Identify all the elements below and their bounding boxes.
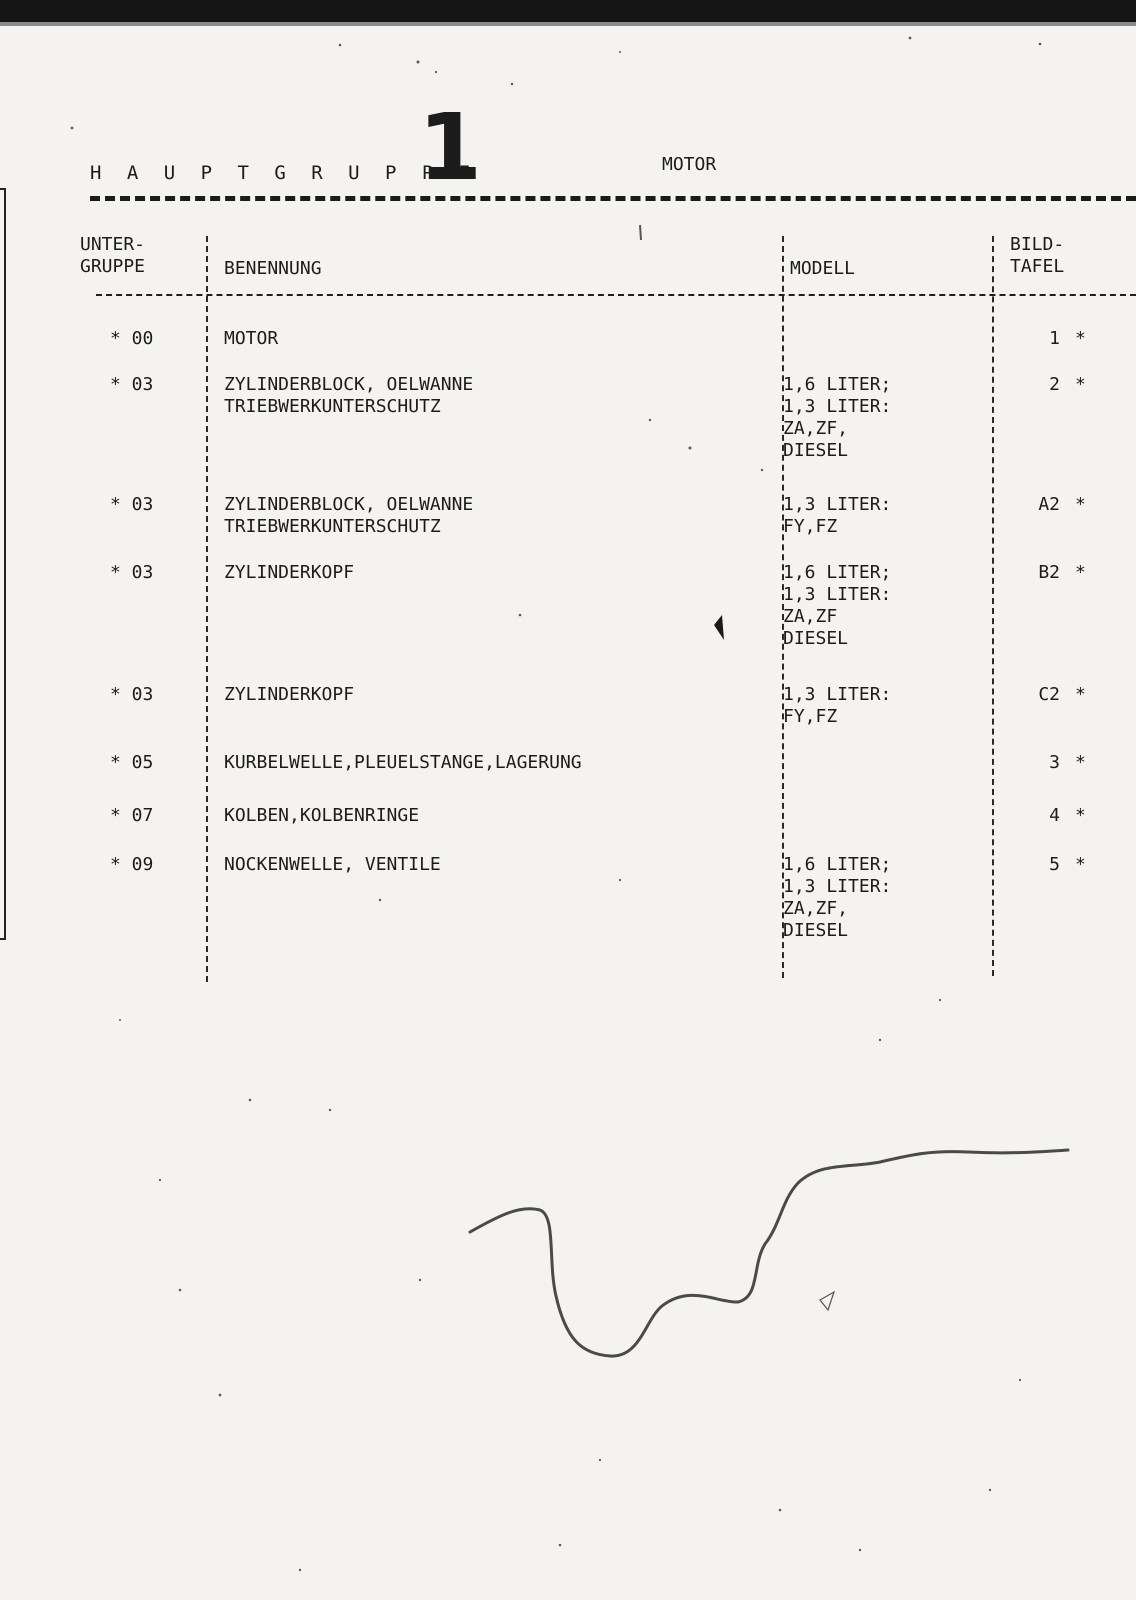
col-head-untergruppe-line1: UNTER- (80, 234, 146, 255)
modell-line: ZA,ZF, (783, 898, 849, 919)
benennung-line: KURBELWELLE,PLEUELSTANGE,LAGERUNG (224, 752, 582, 773)
marker-asterisk: * (1075, 684, 1086, 705)
untergruppe-cell: * 09 (110, 854, 154, 875)
marker-asterisk: * (1075, 562, 1086, 583)
benennung-line: TRIEBWERKUNTERSCHUTZ (224, 516, 441, 537)
benennung-line: MOTOR (224, 328, 279, 349)
benennung-line: ZYLINDERKOPF (224, 562, 355, 583)
modell-line: 1,6 LITER; (783, 854, 892, 875)
bildtafel-cell: B2 (1038, 562, 1060, 583)
bildtafel-cell: A2 (1038, 494, 1060, 515)
marker-asterisk: * (1075, 494, 1086, 515)
modell-line: 1,6 LITER; (783, 374, 892, 395)
untergruppe-cell: * 03 (110, 494, 154, 515)
benennung-line: ZYLINDERBLOCK, OELWANNE (224, 494, 474, 515)
col-head-bildtafel-line1: BILD- (1010, 234, 1065, 255)
bildtafel-cell: 2 (1049, 374, 1060, 395)
bildtafel-cell: 4 (1049, 805, 1060, 826)
marker-asterisk: * (1075, 805, 1086, 826)
untergruppe-cell: * 03 (110, 684, 154, 705)
modell-line: 1,6 LITER; (783, 562, 892, 583)
marker-asterisk: * (1075, 374, 1086, 395)
hauptgruppe-title: MOTOR (662, 154, 717, 175)
benennung-line: ZYLINDERBLOCK, OELWANNE (224, 374, 474, 395)
untergruppe-cell: * 03 (110, 374, 154, 395)
col-head-bildtafel-line2: TAFEL (1010, 256, 1065, 277)
untergruppe-cell: * 00 (110, 328, 154, 349)
modell-line: FY,FZ (783, 706, 838, 727)
col-head-modell: MODELL (790, 258, 856, 279)
modell-line: FY,FZ (783, 516, 838, 537)
modell-line: DIESEL (783, 628, 849, 649)
modell-line: ZA,ZF (783, 606, 838, 627)
modell-line: 1,3 LITER: (783, 684, 892, 705)
modell-line: ZA,ZF, (783, 418, 849, 439)
bildtafel-cell: 3 (1049, 752, 1060, 773)
bildtafel-cell: 5 (1049, 854, 1060, 875)
hauptgruppe-number: 1 (418, 94, 483, 201)
modell-line: 1,3 LITER: (783, 584, 892, 605)
marker-asterisk: * (1075, 854, 1086, 875)
bildtafel-cell: C2 (1038, 684, 1060, 705)
col-head-untergruppe-line2: GRUPPE (80, 256, 146, 277)
benennung-line: KOLBEN,KOLBENRINGE (224, 805, 420, 826)
modell-line: DIESEL (783, 440, 849, 461)
modell-line: 1,3 LITER: (783, 494, 892, 515)
untergruppe-cell: * 07 (110, 805, 154, 826)
marker-asterisk: * (1075, 328, 1086, 349)
col-head-benennung: BENENNUNG (224, 258, 322, 279)
modell-line: 1,3 LITER: (783, 876, 892, 897)
untergruppe-cell: * 05 (110, 752, 154, 773)
marker-asterisk: * (1075, 752, 1086, 773)
hauptgruppe-label: H A U P T G R U P P E (90, 162, 478, 184)
benennung-line: ZYLINDERKOPF (224, 684, 355, 705)
untergruppe-cell: * 03 (110, 562, 154, 583)
modell-line: 1,3 LITER: (783, 396, 892, 417)
benennung-line: NOCKENWELLE, VENTILE (224, 854, 441, 875)
modell-line: DIESEL (783, 920, 849, 941)
bildtafel-cell: 1 (1049, 328, 1060, 349)
benennung-line: TRIEBWERKUNTERSCHUTZ (224, 396, 441, 417)
